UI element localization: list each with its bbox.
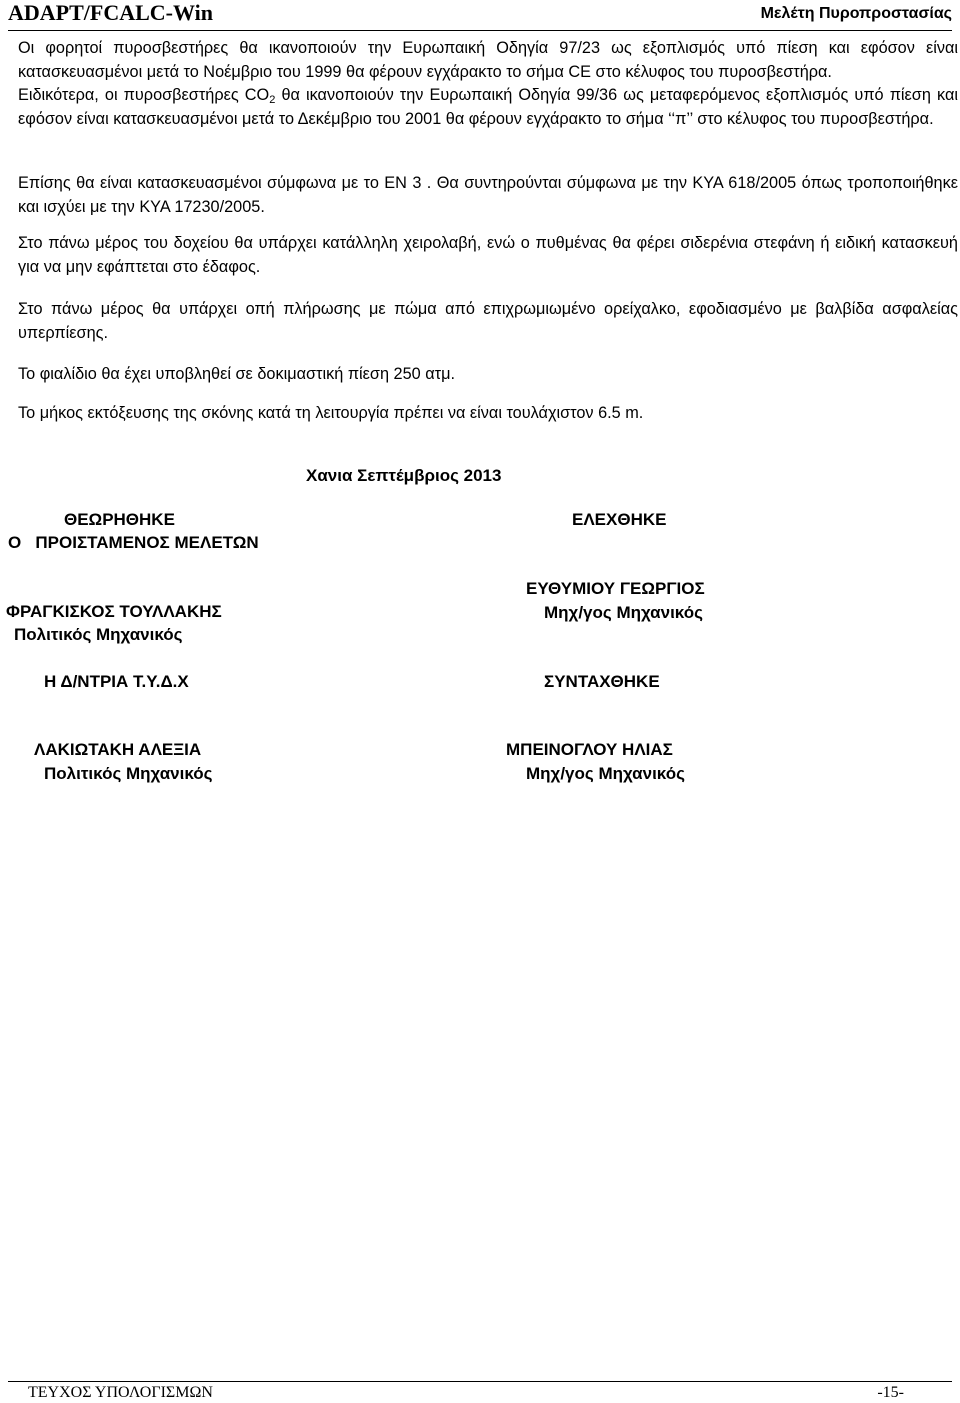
director-name: ΛΑΚΙΩΤΑΚΗ ΑΛΕΞΙΑ	[34, 740, 202, 759]
paragraph-co2-extinguishers: Ειδικότερα, οι πυροσβεστήρες $CO_2$ θα ικανοποιούν την Ευρωπαική Οδηγία 99/36 ως μεταφερόμενος εξοπλισμός υπό πίεση και εφόσον είναι κατασκευασμένοι μετά το Δεκέμβριο του 2001 θα φέρουν εγχάρακτο το σήμα ‘‘π’’ στο κέλυφος του πυροσβεστήρα.	[18, 86, 958, 128]
label-director: Η Δ/ΝΤΡΙΑ Τ.Υ.Δ.Χ	[44, 672, 189, 691]
paragraph-ce-marking	[18, 37, 958, 131]
director-role: Πολιτικός Μηχανικός	[44, 764, 213, 783]
paragraph-directive-97-23: Οι φορητοί πυροσβεστήρες θα ικανοποιούν την Ευρωπαική Οδηγία 97/23 ως εξοπλισμός υπό πίεση και εφόσον είναι κατασκευασμένοι μετά το Νοέμβριο του 1999 θα φέρουν εγχάρακτο το σήμα CE στο κέλυφος του πυροσβεστήρα.	[18, 39, 958, 81]
author-name: ΜΠΕΙΝΟΓΛΟΥ ΗΛΙΑΣ	[506, 740, 673, 759]
subscript-2: 2	[269, 94, 276, 106]
head-name: ΦΡΑΓΚΙΣΚΟΣ ΤΟΥΛΛΑΚΗΣ	[6, 602, 222, 621]
signature-date: Χανια Σεπτέμβριος 2013	[306, 466, 502, 485]
page-header	[8, 0, 952, 31]
header-document-title: Μελέτη Πυροπροστασίας	[760, 5, 952, 22]
page-number: -15-	[877, 1384, 904, 1401]
head-role: Πολιτικός Μηχανικός	[14, 625, 183, 644]
paragraph-test-pressure: Το φιαλίδιο θα έχει υποβληθεί σε δοκιμαστική πίεση 250 ατμ.	[18, 365, 455, 383]
label-checked: ΕΛΕΧΘΗΚΕ	[572, 510, 667, 529]
paragraph-handle: Στο πάνω μέρος του δοχείου θα υπάρχει κατάλληλη χειρολαβή, ενώ ο πυθμένας θα φέρει σιδερένια στεφάνη ή ειδική κατασκευή για να μην εφάπτεται στο έδαφος.	[18, 234, 958, 276]
paragraph-en3: Επίσης θα είναι κατασκευασμένοι σύμφωνα με το ΕΝ 3 . Θα συντηρούνται σύμφωνα με την ΚΥΑ 618/2005 όπως τροποποιήθηκε και ισχύει με την ΚΥΑ 17230/2005.	[18, 174, 958, 216]
author-role: Μηχ/γος Μηχανικός	[526, 764, 685, 783]
label-drafted: ΣΥΝΤΑΧΘΗΚΕ	[544, 672, 660, 691]
paragraph-fill-opening: Στο πάνω μέρος θα υπάρχει οπή πλήρωσης με πώμα από επιχρωμιωμένο ορείχαλκο, εφοδιασμένο με βαλβίδα ασφαλείας υπερπίεσης.	[18, 300, 958, 342]
header-software-name: ADAPT/FCALC-Win	[8, 0, 213, 25]
checker-name: ΕΥΘΥΜΙΟΥ ΓΕΩΡΓΙΟΣ	[526, 579, 705, 598]
page-footer	[8, 1381, 952, 1401]
footer-volume-title: ΤΕΥΧΟΣ ΥΠΟΛΟΓΙΣΜΩΝ	[28, 1384, 213, 1401]
checker-role: Μηχ/γος Μηχανικός	[544, 603, 703, 622]
label-seen: ΘΕΩΡΗΘΗΚΕ	[64, 510, 175, 529]
label-head-of-studies: Ο ΠΡΟΙΣΤΑΜΕΝΟΣ ΜΕΛΕΤΩΝ	[8, 533, 259, 552]
paragraph-discharge-length: Το μήκος εκτόξευσης της σκόνης κατά τη λειτουργία πρέπει να είναι τουλάχιστον 6.5 m.	[18, 404, 644, 422]
